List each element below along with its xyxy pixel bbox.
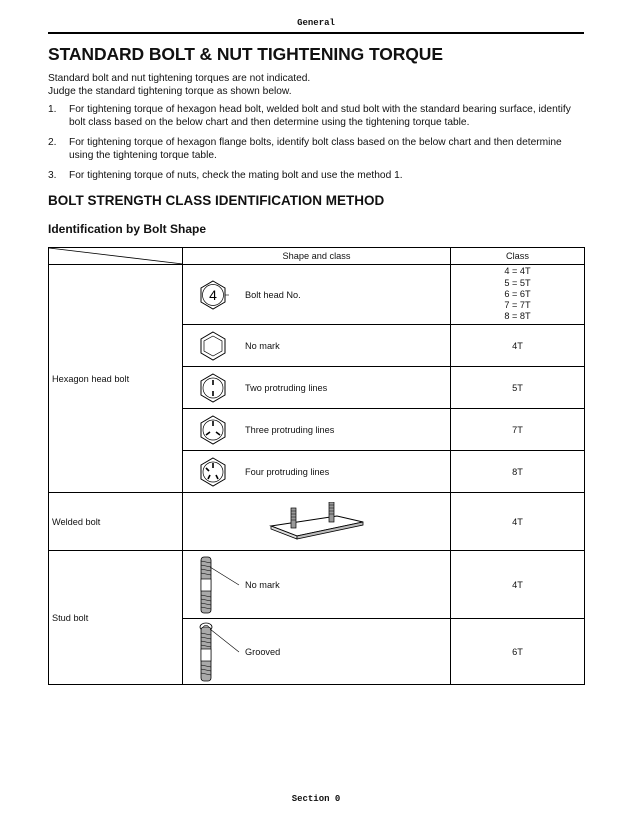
table-header-row bbox=[49, 248, 585, 265]
hex-head-no-mark-icon bbox=[197, 330, 229, 362]
shape-label: Three protruding lines bbox=[245, 424, 335, 435]
shape-label: No mark bbox=[245, 340, 280, 351]
step-number: 2. bbox=[48, 137, 57, 148]
class-value: 4T bbox=[451, 551, 585, 619]
shape-welded bbox=[183, 493, 451, 551]
class-value: 4T bbox=[451, 325, 585, 367]
class-value-list bbox=[451, 265, 585, 325]
subheading: Identification by Bolt Shape bbox=[48, 222, 207, 236]
shape-no-mark bbox=[183, 325, 451, 367]
shape-two-lines bbox=[183, 367, 451, 409]
step-text: For tightening torque of nuts, check the mating bolt and use the method 1. bbox=[69, 170, 403, 181]
table-row bbox=[49, 551, 585, 619]
class-value: 7T bbox=[451, 409, 585, 451]
header-class: Class bbox=[451, 248, 585, 265]
hex-head-four-lines-icon bbox=[197, 456, 229, 488]
shape-four-lines bbox=[183, 451, 451, 493]
hex-head-three-lines-icon bbox=[197, 414, 229, 446]
class-line: 4 = 4T bbox=[504, 266, 531, 277]
bolt-head-number-icon bbox=[197, 279, 229, 311]
type-welded-bolt: Welded bolt bbox=[49, 493, 183, 551]
step-number: 3. bbox=[48, 170, 57, 181]
section-heading: BOLT STRENGTH CLASS IDENTIFICATION METHOD bbox=[48, 193, 385, 208]
step-number: 1. bbox=[48, 104, 57, 115]
class-line: 8 = 8T bbox=[504, 311, 531, 322]
class-value: 4T bbox=[451, 493, 585, 551]
class-value: 5T bbox=[451, 367, 585, 409]
bolt-head-number: 4 bbox=[209, 286, 217, 303]
step-text: For tightening torque of hexagon head bolt, welded bolt and stud bolt with the standard bearing surface, identify bolt class based on the below chart and then determine using the tightening torque table. bbox=[69, 104, 571, 128]
page-title: STANDARD BOLT & NUT TIGHTENING TORQUE bbox=[48, 44, 443, 64]
stud-bolt-no-mark-icon bbox=[195, 555, 245, 615]
type-hexagon-head-bolt: Hexagon head bolt bbox=[49, 265, 183, 493]
step-item bbox=[48, 136, 588, 162]
shape-label: No mark bbox=[245, 579, 280, 590]
step-item bbox=[48, 103, 588, 129]
header-diagonal-cell bbox=[49, 248, 183, 265]
shape-stud-no-mark bbox=[183, 551, 451, 619]
header-rule bbox=[48, 32, 584, 34]
shape-three-lines bbox=[183, 409, 451, 451]
shape-label: Bolt head No. bbox=[245, 289, 301, 300]
welded-bolt-icon bbox=[267, 502, 367, 542]
class-value: 6T bbox=[451, 619, 585, 685]
shape-bolt-head-no bbox=[183, 265, 451, 325]
intro-line-1: Standard bolt and nut tightening torques are not indicated. bbox=[48, 73, 311, 84]
step-item bbox=[48, 169, 588, 182]
shape-label: Grooved bbox=[245, 646, 281, 657]
class-line: 7 = 7T bbox=[504, 300, 531, 311]
shape-label: Two protruding lines bbox=[245, 382, 328, 393]
class-value: 8T bbox=[451, 451, 585, 493]
class-line: 6 = 6T bbox=[504, 288, 531, 299]
class-line: 5 = 5T bbox=[504, 277, 531, 288]
intro-line-2: Judge the standard tightening torque as shown below. bbox=[48, 86, 292, 97]
diagonal-line bbox=[49, 248, 183, 264]
steps-list bbox=[48, 103, 588, 189]
shape-stud-grooved bbox=[183, 619, 451, 685]
header-shape-and-class: Shape and class bbox=[183, 248, 451, 265]
hex-head-two-lines-icon bbox=[197, 372, 229, 404]
type-stud-bolt: Stud bolt bbox=[49, 551, 183, 685]
shape-label: Four protruding lines bbox=[245, 466, 330, 477]
page-footer: Section 0 bbox=[291, 794, 341, 804]
bolt-class-table bbox=[48, 247, 585, 685]
table-row bbox=[49, 493, 585, 551]
running-header: General bbox=[297, 18, 335, 28]
step-text: For tightening torque of hexagon flange bolts, identify bolt class based on the below chart and then determine using the tightening torque table. bbox=[69, 137, 562, 161]
intro-text bbox=[48, 72, 588, 98]
table-row bbox=[49, 265, 585, 325]
stud-bolt-grooved-icon bbox=[195, 621, 245, 683]
